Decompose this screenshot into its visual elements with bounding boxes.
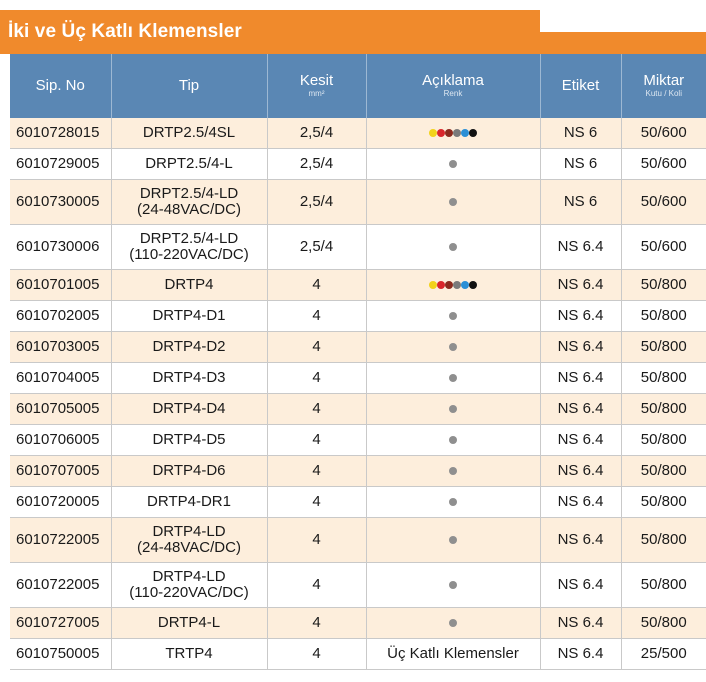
cell-tip — [111, 270, 267, 301]
cell-aciklama — [366, 518, 540, 563]
table-row — [10, 608, 706, 639]
cell-sip-no — [10, 394, 111, 425]
color-dot-icon — [453, 281, 461, 289]
miktar-text: 50/600 — [640, 154, 687, 172]
miktar-text: 50/800 — [640, 575, 687, 593]
sip-no-text: 6010704005 — [16, 368, 100, 386]
etiket-text: NS 6.4 — [557, 461, 604, 479]
cell-miktar — [621, 301, 706, 332]
grey-color-dot-icon — [449, 436, 457, 444]
tip-text: DRPT2.5/4-LD — [139, 184, 239, 202]
header-miktar — [621, 54, 706, 118]
color-dot-icon — [445, 129, 453, 137]
cell-kesit — [267, 301, 366, 332]
cell-tip — [111, 608, 267, 639]
cell-etiket — [540, 425, 621, 456]
tip-text: DRTP4-D3 — [152, 368, 226, 386]
tip-text: DRTP4-D6 — [152, 461, 226, 479]
cell-kesit — [267, 456, 366, 487]
cell-miktar — [621, 394, 706, 425]
table-row — [10, 118, 706, 149]
kesit-text: 2,5/4 — [299, 123, 334, 141]
etiket-text: NS 6.4 — [557, 530, 604, 548]
cell-aciklama — [366, 149, 540, 180]
cell-etiket — [540, 518, 621, 563]
kesit-text: 4 — [312, 461, 321, 479]
cell-etiket — [540, 563, 621, 608]
cell-miktar — [621, 270, 706, 301]
cell-miktar — [621, 225, 706, 270]
cell-tip — [111, 639, 267, 670]
tip-text: DRTP4-D1 — [152, 306, 226, 324]
etiket-text: NS 6.4 — [557, 275, 604, 293]
cell-miktar — [621, 487, 706, 518]
cell-sip-no — [10, 363, 111, 394]
etiket-text: NS 6 — [563, 154, 598, 172]
miktar-text: 50/600 — [640, 123, 687, 141]
etiket-text: NS 6 — [563, 123, 598, 141]
kesit-text: 4 — [312, 306, 321, 324]
cell-tip — [111, 118, 267, 149]
tip-voltage-text: (110-220VAC/DC) — [129, 584, 249, 601]
tip-text: DRPT2.5/4-L — [145, 154, 233, 172]
header-kesit — [267, 54, 366, 118]
grey-color-dot-icon — [449, 619, 457, 627]
cell-sip-no — [10, 563, 111, 608]
miktar-text: 50/800 — [640, 337, 687, 355]
tip-text: DRTP2.5/4SL — [142, 123, 236, 141]
sip-no-text: 6010750005 — [16, 644, 100, 662]
kesit-text: 4 — [312, 613, 321, 631]
header-aciklama — [366, 54, 540, 118]
cell-aciklama — [366, 332, 540, 363]
color-dot-icon — [437, 129, 445, 137]
miktar-text: 50/800 — [640, 492, 687, 510]
kesit-text: 4 — [312, 430, 321, 448]
table-row — [10, 180, 706, 225]
etiket-text: NS 6.4 — [557, 575, 604, 593]
tip-text: DRTP4-LD — [152, 567, 226, 585]
kesit-text: 2,5/4 — [299, 237, 334, 255]
kesit-text: 4 — [312, 368, 321, 386]
grey-color-dot-icon — [449, 243, 457, 251]
cell-aciklama — [366, 301, 540, 332]
sip-no-text: 6010702005 — [16, 306, 100, 324]
cell-tip — [111, 518, 267, 563]
banner-step — [540, 32, 706, 54]
cell-sip-no — [10, 301, 111, 332]
sip-no-text: 6010707005 — [16, 461, 100, 479]
kesit-text: 4 — [312, 530, 321, 548]
kesit-text: 2,5/4 — [299, 192, 334, 210]
header-miktar-label: Miktar — [643, 71, 685, 89]
table-row — [10, 394, 706, 425]
grey-color-dot-icon — [449, 498, 457, 506]
cell-aciklama — [366, 563, 540, 608]
miktar-text: 50/800 — [640, 306, 687, 324]
etiket-text: NS 6.4 — [557, 644, 604, 662]
kesit-text: 4 — [312, 644, 321, 662]
sip-no-text: 6010706005 — [16, 430, 100, 448]
cell-miktar — [621, 639, 706, 670]
table-row — [10, 332, 706, 363]
tip-voltage-text: (24-48VAC/DC) — [137, 539, 241, 556]
table-row — [10, 363, 706, 394]
etiket-text: NS 6 — [563, 192, 598, 210]
title-banner — [0, 10, 540, 54]
header-etiket-label: Etiket — [561, 76, 600, 94]
miktar-text: 50/600 — [640, 192, 687, 210]
miktar-text: 50/800 — [640, 399, 687, 417]
grey-color-dot-icon — [449, 536, 457, 544]
miktar-text: 25/500 — [640, 644, 687, 662]
tip-text: DRTP4-D4 — [152, 399, 226, 417]
cell-etiket — [540, 332, 621, 363]
table-row — [10, 225, 706, 270]
sip-no-text: 6010703005 — [16, 337, 100, 355]
grey-color-dot-icon — [449, 198, 457, 206]
cell-aciklama — [366, 639, 540, 670]
color-dot-icon — [469, 281, 477, 289]
table-row — [10, 456, 706, 487]
cell-aciklama — [366, 487, 540, 518]
miktar-text: 50/800 — [640, 275, 687, 293]
cell-miktar — [621, 118, 706, 149]
cell-etiket — [540, 270, 621, 301]
header-sip — [10, 54, 111, 118]
grey-color-dot-icon — [449, 581, 457, 589]
grey-color-dot-icon — [449, 312, 457, 320]
miktar-text: 50/800 — [640, 461, 687, 479]
header-tip — [111, 54, 267, 118]
tip-voltage-text: (24-48VAC/DC) — [137, 201, 241, 218]
kesit-text: 4 — [312, 399, 321, 417]
cell-tip — [111, 225, 267, 270]
cell-kesit — [267, 180, 366, 225]
etiket-text: NS 6.4 — [557, 399, 604, 417]
sip-no-text: 6010705005 — [16, 399, 100, 417]
cell-aciklama — [366, 363, 540, 394]
table-row — [10, 425, 706, 456]
cell-tip — [111, 487, 267, 518]
color-dot-icon — [445, 281, 453, 289]
cell-tip — [111, 363, 267, 394]
cell-tip — [111, 149, 267, 180]
etiket-text: NS 6.4 — [557, 337, 604, 355]
cell-miktar — [621, 425, 706, 456]
cell-aciklama — [366, 225, 540, 270]
cell-kesit — [267, 518, 366, 563]
table-row — [10, 639, 706, 670]
header-row — [10, 54, 706, 118]
header-aciklama-label: Açıklama — [422, 71, 484, 89]
cell-miktar — [621, 149, 706, 180]
header-kesit-label: Kesit — [299, 71, 334, 89]
kesit-text: 4 — [312, 575, 321, 593]
grey-color-dot-icon — [449, 374, 457, 382]
cell-aciklama — [366, 180, 540, 225]
table-row — [10, 487, 706, 518]
grey-color-dot-icon — [449, 467, 457, 475]
sip-no-text: 6010730006 — [16, 237, 100, 255]
page-title: İki ve Üç Katlı Klemensler — [8, 21, 242, 42]
color-dot-icon — [469, 129, 477, 137]
cell-etiket — [540, 394, 621, 425]
cell-sip-no — [10, 270, 111, 301]
cell-sip-no — [10, 180, 111, 225]
tip-text: DRTP4-DR1 — [147, 492, 231, 510]
cell-sip-no — [10, 118, 111, 149]
cell-miktar — [621, 332, 706, 363]
color-dot-icon — [429, 281, 437, 289]
table-row — [10, 301, 706, 332]
cell-aciklama — [366, 270, 540, 301]
etiket-text: NS 6.4 — [557, 430, 604, 448]
header-tip-label: Tip — [178, 76, 200, 94]
grey-color-dot-icon — [449, 405, 457, 413]
sip-no-text: 6010729005 — [16, 154, 100, 172]
table-body — [10, 118, 706, 670]
cell-kesit — [267, 394, 366, 425]
miktar-text: 50/600 — [640, 237, 687, 255]
color-set-dots-icon — [429, 281, 477, 289]
product-table — [10, 54, 706, 670]
cell-tip — [111, 301, 267, 332]
cell-etiket — [540, 180, 621, 225]
cell-tip — [111, 180, 267, 225]
cell-tip — [111, 332, 267, 363]
tip-text: DRTP4 — [164, 275, 214, 293]
cell-etiket — [540, 118, 621, 149]
cell-kesit — [267, 149, 366, 180]
cell-tip — [111, 425, 267, 456]
grey-color-dot-icon — [449, 160, 457, 168]
kesit-text: 4 — [312, 337, 321, 355]
cell-kesit — [267, 363, 366, 394]
cell-sip-no — [10, 332, 111, 363]
cell-kesit — [267, 563, 366, 608]
cell-aciklama — [366, 456, 540, 487]
kesit-text: 2,5/4 — [299, 154, 334, 172]
cell-etiket — [540, 149, 621, 180]
color-dot-icon — [429, 129, 437, 137]
tip-text: DRTP4-LD — [152, 522, 226, 540]
color-set-dots-icon — [429, 129, 477, 137]
cell-kesit — [267, 487, 366, 518]
tip-text: DRTP4-D2 — [152, 337, 226, 355]
cell-sip-no — [10, 518, 111, 563]
cell-miktar — [621, 363, 706, 394]
cell-sip-no — [10, 225, 111, 270]
cell-miktar — [621, 456, 706, 487]
miktar-text: 50/800 — [640, 530, 687, 548]
cell-kesit — [267, 608, 366, 639]
cell-etiket — [540, 225, 621, 270]
cell-miktar — [621, 180, 706, 225]
kesit-text: 4 — [312, 492, 321, 510]
color-dot-icon — [461, 281, 469, 289]
cell-etiket — [540, 487, 621, 518]
color-dot-icon — [453, 129, 461, 137]
tip-text: DRTP4-L — [157, 613, 221, 631]
header-kesit-unit: mm² — [308, 89, 325, 99]
cell-sip-no — [10, 425, 111, 456]
table-row — [10, 270, 706, 301]
sip-no-text: 6010720005 — [16, 492, 100, 510]
tip-text: TRTP4 — [165, 644, 213, 662]
cell-etiket — [540, 608, 621, 639]
cell-aciklama — [366, 394, 540, 425]
aciklama-text: Üç Katlı Klemensler — [387, 644, 519, 662]
cell-tip — [111, 563, 267, 608]
cell-miktar — [621, 518, 706, 563]
sip-no-text: 6010728015 — [16, 123, 100, 141]
cell-etiket — [540, 363, 621, 394]
kesit-text: 4 — [312, 275, 321, 293]
miktar-text: 50/800 — [640, 368, 687, 386]
cell-miktar — [621, 563, 706, 608]
cell-kesit — [267, 118, 366, 149]
sip-no-text: 6010730005 — [16, 192, 100, 210]
miktar-text: 50/800 — [640, 613, 687, 631]
cell-kesit — [267, 425, 366, 456]
cell-etiket — [540, 456, 621, 487]
header-etiket — [540, 54, 621, 118]
etiket-text: NS 6.4 — [557, 237, 604, 255]
cell-aciklama — [366, 608, 540, 639]
sip-no-text: 6010701005 — [16, 275, 100, 293]
cell-aciklama — [366, 425, 540, 456]
header-aciklama-sub: Renk — [443, 89, 463, 99]
cell-etiket — [540, 639, 621, 670]
cell-etiket — [540, 301, 621, 332]
sip-no-text: 6010727005 — [16, 613, 100, 631]
cell-sip-no — [10, 149, 111, 180]
tip-text: DRPT2.5/4-LD — [139, 229, 239, 247]
color-dot-icon — [461, 129, 469, 137]
cell-sip-no — [10, 608, 111, 639]
grey-color-dot-icon — [449, 343, 457, 351]
cell-aciklama — [366, 118, 540, 149]
header-sip-label: Sip. No — [35, 76, 85, 94]
etiket-text: NS 6.4 — [557, 306, 604, 324]
tip-voltage-text: (110-220VAC/DC) — [129, 246, 249, 263]
sip-no-text: 6010722005 — [16, 575, 100, 593]
cell-sip-no — [10, 456, 111, 487]
cell-kesit — [267, 225, 366, 270]
tip-text: DRTP4-D5 — [152, 430, 226, 448]
table-row — [10, 518, 706, 563]
miktar-text: 50/800 — [640, 430, 687, 448]
cell-miktar — [621, 608, 706, 639]
cell-kesit — [267, 639, 366, 670]
cell-kesit — [267, 270, 366, 301]
cell-kesit — [267, 332, 366, 363]
cell-tip — [111, 456, 267, 487]
cell-tip — [111, 394, 267, 425]
header-miktar-sub: Kutu / Koli — [645, 89, 682, 99]
table-row — [10, 563, 706, 608]
etiket-text: NS 6.4 — [557, 613, 604, 631]
color-dot-icon — [437, 281, 445, 289]
cell-sip-no — [10, 639, 111, 670]
table-row — [10, 149, 706, 180]
cell-sip-no — [10, 487, 111, 518]
etiket-text: NS 6.4 — [557, 492, 604, 510]
sip-no-text: 6010722005 — [16, 530, 100, 548]
etiket-text: NS 6.4 — [557, 368, 604, 386]
